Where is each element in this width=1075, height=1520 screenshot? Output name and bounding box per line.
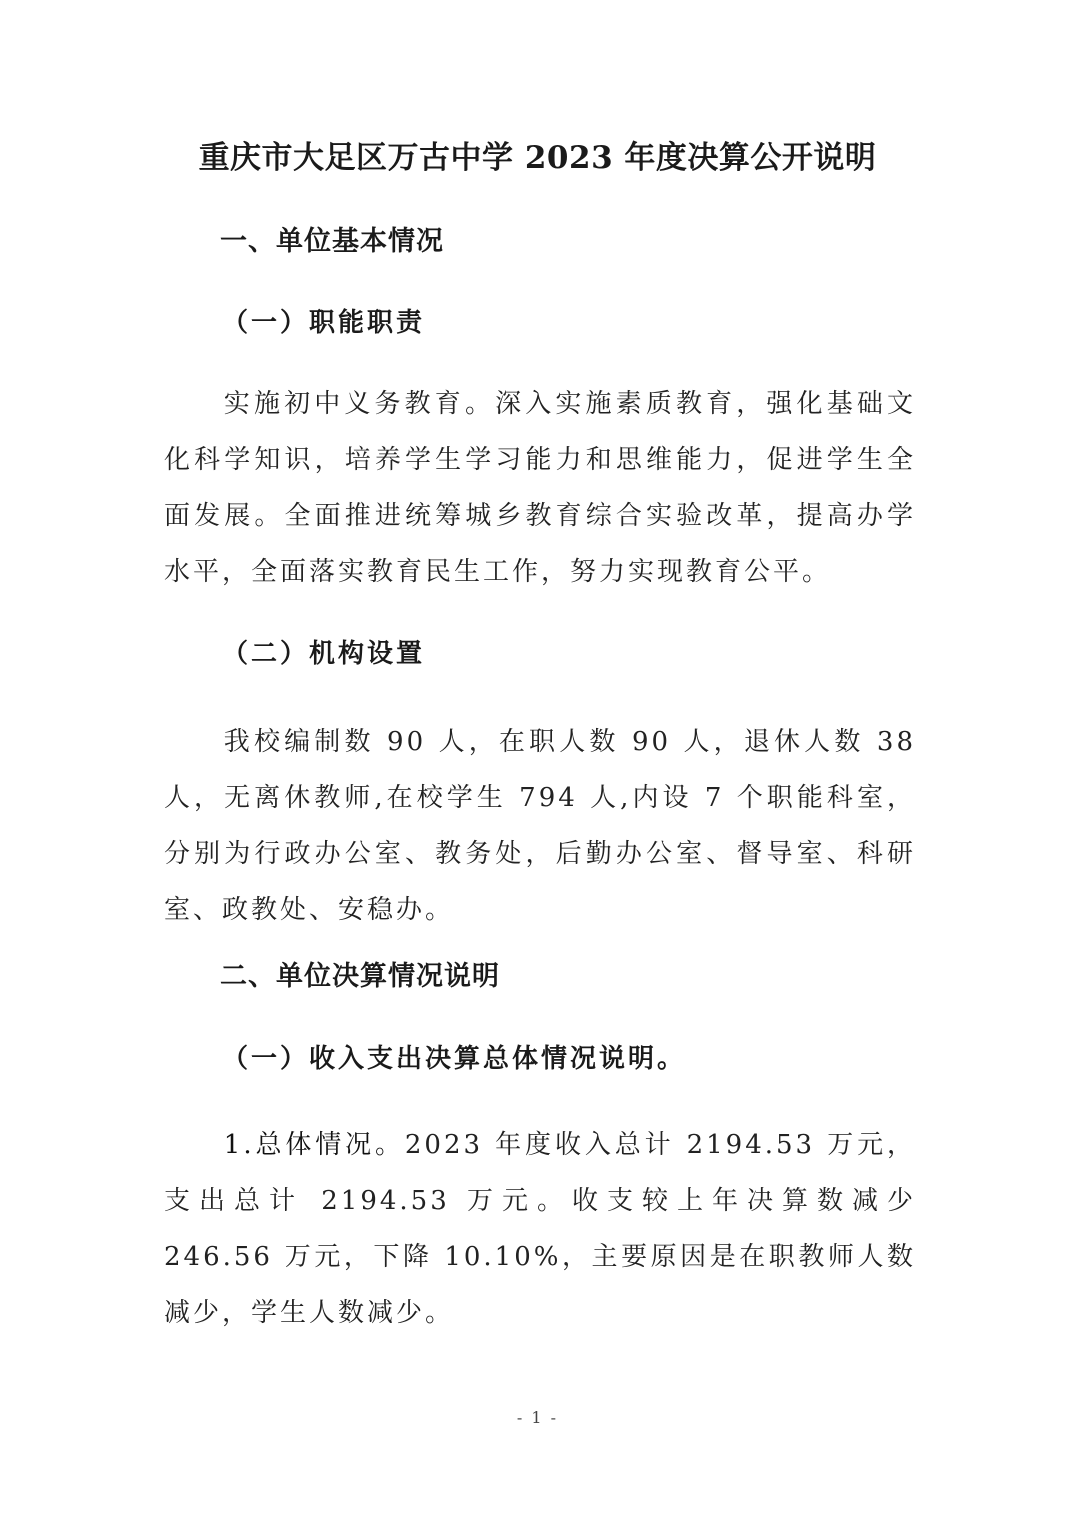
paragraph-duties: 实施初中义务教育。深入实施素质教育，强化基础文化科学知识，培养学生学习能力和思维能力，促进学生全面发展。全面推进统筹城乡教育综合实验改革，提高办学水平，全面落实教育民生工作，努力实现教育公平。 — [164, 389, 916, 587]
paragraph-overall-body: 2023 年度收入总计 2194.53 万元，支出总计 2194.53 万元。收支较上年决算数减少 246.56 万元，下降 10.10%，主要原因是在职教师人数减少，学生人数减少。 — [164, 1130, 916, 1328]
page-number: - 1 - — [516, 1408, 559, 1427]
section-heading-basic-info: 一、单位基本情况 — [220, 226, 444, 257]
subsection-heading-income-expenditure: （一）收入支出决算总体情况说明。 — [222, 1044, 687, 1074]
subsection-heading-duties: （一）职能职责 — [222, 308, 426, 338]
document-title: 重庆市大足区万古中学 2023 年度决算公开说明 — [198, 140, 877, 176]
subsection-heading-organization: （二）机构设置 — [222, 639, 426, 669]
paragraph-organization: 我校编制数 90 人，在职人数 90 人，退休人数 38 人，无离休教师,在校学生 794 人,内设 7 个职能科室，分别为行政办公室、教务处，后勤办公室、督导室、科研室、政教处、安稳办。 — [164, 727, 916, 925]
paragraph-overall — [164, 1117, 916, 1341]
section-heading-final-accounts: 二、单位决算情况说明 — [220, 961, 500, 992]
paragraph-overall-lead: 1.总体情况。 — [223, 1130, 405, 1160]
